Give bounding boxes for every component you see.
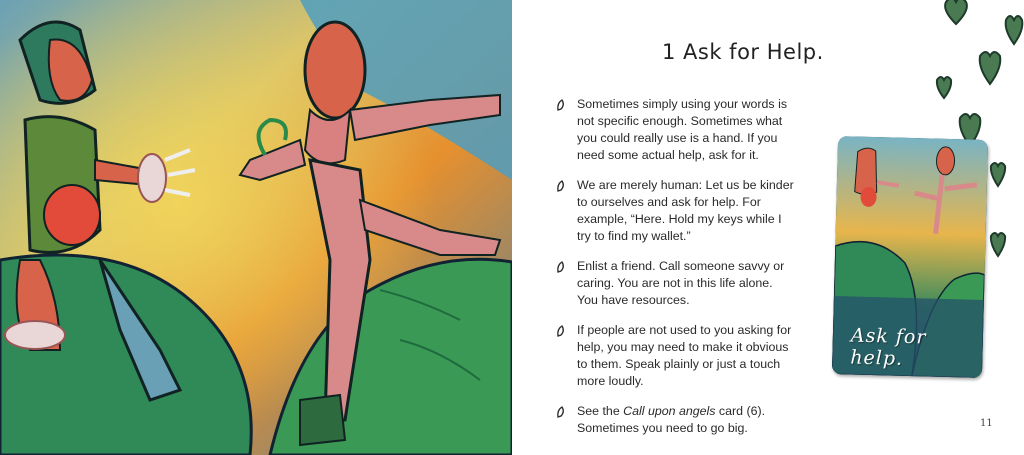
list-item [556, 403, 796, 437]
bullet-text: We are merely human: Let us be kinder to ourselves and ask for help. For example, “Here. Hold my keys while I try to find my wallet.” [577, 178, 794, 243]
card-image [832, 136, 988, 378]
leaf-bullet-icon [556, 99, 566, 111]
card-label: Ask for help. [850, 324, 927, 370]
heart-icon [945, 0, 967, 24]
bullet-text-post: card (6). Sometimes you need to go big. [577, 404, 766, 435]
leaf-bullet-icon [556, 261, 566, 273]
heart-icon [991, 233, 1005, 256]
heart-icon [937, 77, 951, 98]
bullet-text: If people are not used to you asking for help, you may need to make it obvious to them. Speak plainly or just a touch more loudly. [577, 323, 792, 388]
bullet-text-pre: See the [577, 404, 624, 418]
list-item [556, 96, 796, 164]
list-item [556, 258, 796, 309]
list-item [556, 177, 796, 245]
leaf-bullet-icon [556, 180, 566, 192]
list-item [556, 322, 796, 390]
card-reference: Call upon angels [623, 404, 716, 418]
heart-icon [1006, 16, 1023, 44]
page-title: 1 Ask for Help. [662, 40, 824, 64]
bullet-text: Enlist a friend. Call someone savvy or caring. You are not in this life alone. You have resources. [577, 259, 785, 307]
text-page [512, 0, 1024, 455]
leaf-bullet-icon [556, 325, 566, 337]
leaf-bullet-icon [556, 406, 566, 418]
heart-icon [991, 163, 1005, 186]
heart-icon [980, 52, 1001, 84]
bullet-text: Sometimes simply using your words is not specific enough. Sometimes what you could really use is a hand. If you need some actual help, ask for it. [577, 97, 788, 162]
page-number: 11 [980, 418, 993, 429]
bullet-list [556, 96, 796, 450]
